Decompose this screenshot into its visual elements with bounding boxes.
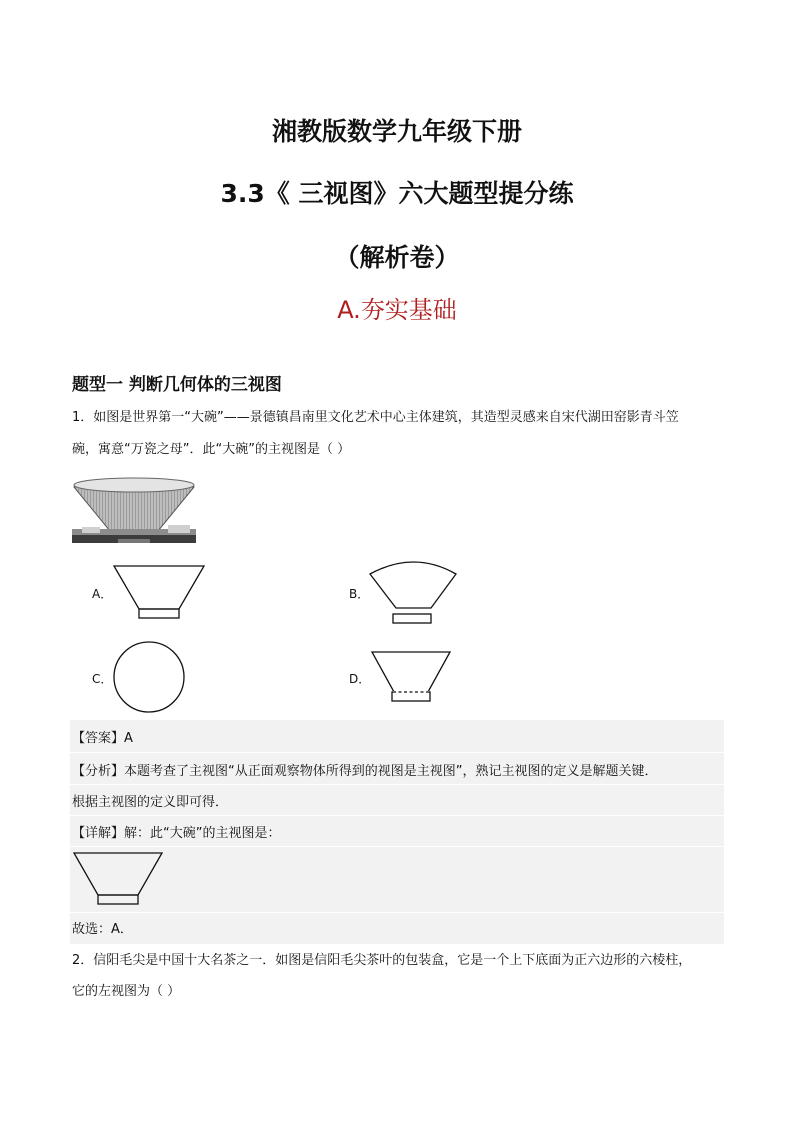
answer-divider [70, 752, 724, 753]
section-heading: 题型一 判断几何体的三视图 [72, 375, 282, 395]
question-2-text-line2: 它的左视图为（ ） [72, 984, 181, 999]
answer-divider [70, 846, 724, 847]
option-b-figure [368, 558, 460, 626]
question-1-text-line1: 1．如图是世界第一“大碗”——景德镇昌南里文化艺术中心主体建筑，其造型灵感来自宋代湖田窑影青斗笠 [72, 410, 679, 425]
option-a-figure [112, 564, 206, 622]
analysis-line-2: 根据主视图的定义即可得． [72, 795, 229, 810]
part-heading: A.夯实基础 [337, 296, 457, 324]
option-c-figure [112, 640, 188, 716]
document-subtitle: 3.3《 三视图》六大题型提分练 [220, 179, 574, 208]
conclusion-line: 故选：A． [72, 922, 133, 937]
option-b-label: B． [349, 587, 370, 601]
option-d-figure [370, 650, 454, 704]
answer-line: 【答案】A [72, 731, 133, 746]
answer-divider [70, 815, 724, 816]
bowl-building-photo [72, 473, 196, 549]
answer-divider [70, 784, 724, 785]
question-2-text-line1: 2．信阳毛尖是中国十大名茶之一．如图是信阳毛尖茶叶的包装盒，它是一个上下底面为正六边形的六棱柱， [72, 953, 692, 968]
solution-figure [72, 851, 164, 909]
answer-divider [70, 912, 724, 913]
question-1-text-line2: 碗，寓意“万瓷之母”．此“大碗”的主视图是（ ） [72, 442, 351, 457]
option-a-label: A． [92, 587, 113, 601]
option-d-label: D． [349, 672, 371, 686]
detail-line: 【详解】解：此“大碗”的主视图是： [72, 826, 281, 841]
option-c-label: C． [92, 672, 113, 686]
document-title: 湘教版数学九年级下册 [271, 117, 522, 146]
analysis-line-1: 【分析】本题考查了主视图“从正面观察物体所得到的视图是主视图”，熟记主视图的定义是解题关键． [72, 764, 658, 779]
document-edition: （解析卷） [334, 243, 460, 272]
